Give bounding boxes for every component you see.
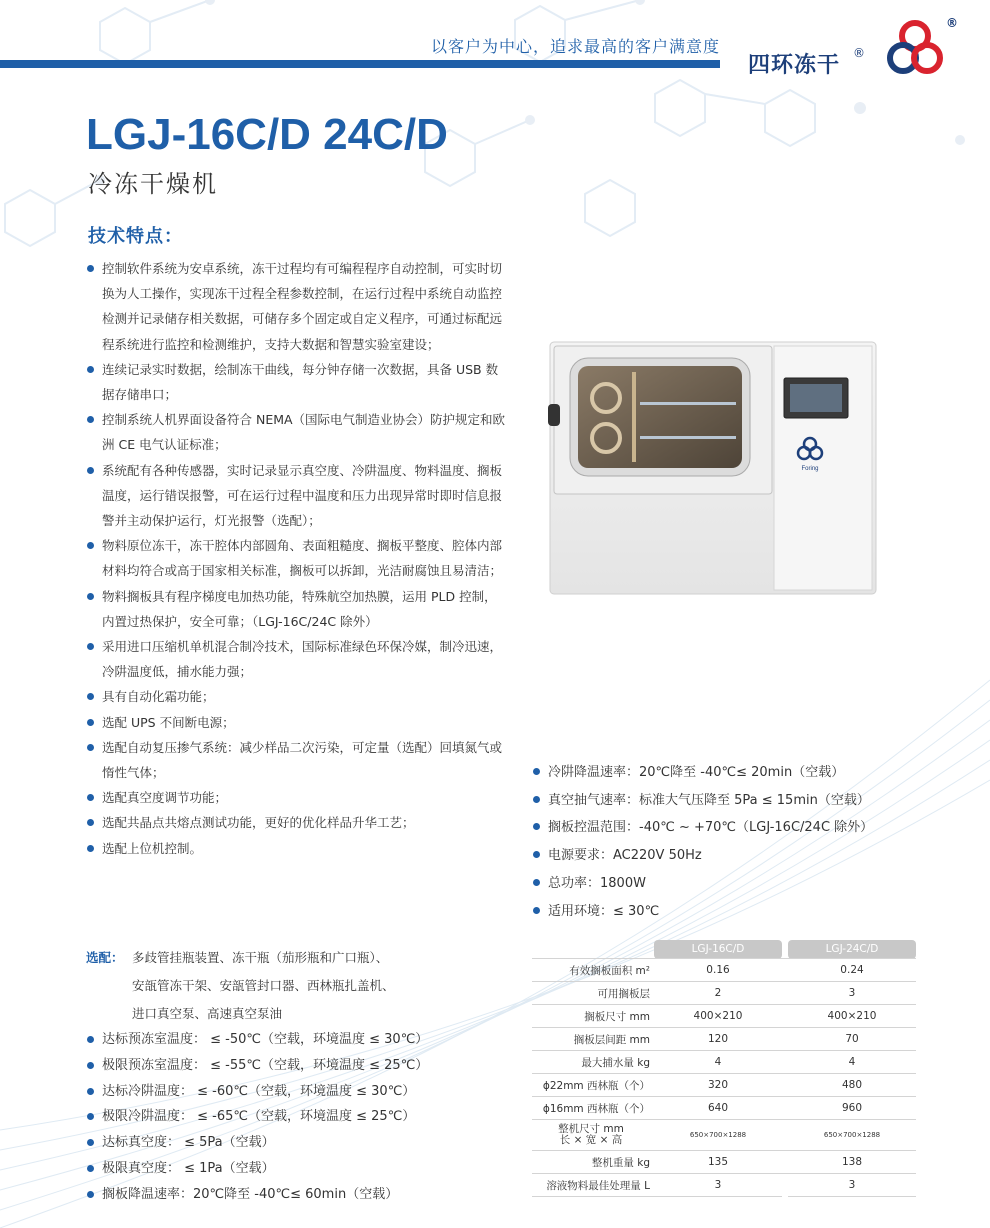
value-24c: 70 [788,1028,916,1051]
value-16c: 2 [654,982,782,1005]
spec-item: 达标预冻室温度： ≤ -50℃（空载，环境温度 ≤ 30℃） [86,1027,526,1053]
feature-item: 选配 UPS 不间断电源； [86,710,506,735]
value-16c: 120 [654,1028,782,1051]
feature-item: 选配自动复压掺气系统：减少样品二次污染，可定量（选配）回填氮气或惰性气体； [86,735,506,785]
options-block [86,944,506,1028]
header-bar [0,60,720,68]
brand-reg-mark: ® [853,46,865,60]
features-list [86,256,506,861]
logo-reg-mark: ® [946,16,958,30]
spec-item: 真空抽气速率：标准大气压降至 5Pa ≤ 15min（空载） [532,787,952,815]
value-24c: 4 [788,1051,916,1074]
value-24c: 480 [788,1074,916,1097]
row-label: 整机尺寸 mm 长 × 宽 × 高 [532,1120,654,1151]
feature-item: 控制软件系统为安卓系统，冻干过程均有可编程程序自动控制，可实时切换为人工操作，实现冻干过程全程参数控制，在运行过程中系统自动监控检测并记录储存相关数据，可储存多个固定或自定义程序，可通过标配远程系统进行监控和检测维护，支持大数据和智慧实验室建设； [86,256,506,357]
table-row [532,1097,916,1120]
options-line: 安瓿管冻干架、安瓿管封口器、西林瓶扎盖机、 [132,978,395,993]
value-16c: 4 [654,1051,782,1074]
spec-item: 极限真空度： ≤ 1Pa（空载） [86,1156,526,1182]
table-row [532,1005,916,1028]
table-row [532,1174,916,1197]
table-corner [532,940,654,959]
spec-item: 电源要求：AC220V 50Hz [532,842,952,870]
feature-item: 选配上位机控制。 [86,836,506,861]
feature-item: 采用进口压缩机单机混合制冷技术，国际标准绿色环保冷媒，制冷迅速，冷阱温度低，捕水能力强； [86,634,506,684]
feature-item: 连续记录实时数据，绘制冻干曲线，每分钟存储一次数据，具备 USB 数据存储串口； [86,357,506,407]
options-line: 进口真空泵、高速真空泵油 [132,1006,283,1021]
feature-item: 控制系统人机界面设备符合 NEMA（国际电气制造业协会）防护规定和欧洲 CE 电气认证标准； [86,407,506,457]
spec-item: 冷阱降温速率：20℃降至 -40℃≤ 20min（空载） [532,759,952,787]
table-row [532,1051,916,1074]
table-row [532,1151,916,1174]
specs-left-list [86,1027,526,1208]
freeze-dryer-image [548,340,878,596]
brand-name: 四环冻干 [748,53,841,78]
rings-logo [884,18,946,80]
value-16c: 0.16 [654,959,782,982]
row-label: 溶液物料最佳处理量 L [532,1174,654,1197]
row-label: ϕ22mm 西林瓶（个） [532,1074,654,1097]
spec-item: 极限冷阱温度： ≤ -65℃（空载，环境温度 ≤ 25℃） [86,1104,526,1130]
table-row [532,959,916,982]
table-row [532,1120,916,1151]
spec-item: 达标冷阱温度： ≤ -60℃（空载，环境温度 ≤ 30℃） [86,1079,526,1105]
spec-item: 搁板降温速率：20℃降至 -40℃≤ 60min（空载） [86,1182,526,1208]
spec-item: 达标真空度： ≤ 5Pa（空载） [86,1130,526,1156]
value-24c: 3 [788,1174,916,1197]
options-line: 多歧管挂瓶装置、冻干瓶（茄形瓶和广口瓶）、 [132,950,389,965]
value-16c: 135 [654,1151,782,1174]
feature-item: 系统配有各种传感器，实时记录显示真空度、冷阱温度、物料温度、搁板温度，运行错误报警，可在运行过程中温度和压力出现异常时即时信息报警并主动保护运行，灯光报警（选配）； [86,458,506,534]
feature-item: 物料搁板具有程序梯度电加热功能，特殊航空加热膜，运用 PLD 控制，内置过热保护，安全可靠；（LGJ-16C/24C 除外） [86,584,506,634]
feature-item: 具有自动化霜功能； [86,684,506,709]
row-label: 整机重量 kg [532,1151,654,1174]
row-label: 搁板尺寸 mm [532,1005,654,1028]
spec-item: 搁板控温范围：-40℃ ~ +70℃（LGJ-16C/24C 除外） [532,814,952,842]
value-24c: 3 [788,982,916,1005]
spec-item: 极限预冻室温度： ≤ -55℃（空载，环境温度 ≤ 25℃） [86,1053,526,1079]
product-badge: Foring [801,466,819,472]
table-row [532,1028,916,1051]
table-header-24c: LGJ-24C/D [788,940,916,959]
table-row [532,982,916,1005]
value-16c: 400×210 [654,1005,782,1028]
value-24c: 0.24 [788,959,916,982]
row-label: 搁板层间距 mm [532,1028,654,1051]
value-16c: 320 [654,1074,782,1097]
options-label: 选配： [86,950,124,965]
value-24c: 138 [788,1151,916,1174]
value-24c: 650×700×1288 [788,1120,916,1151]
value-16c: 640 [654,1097,782,1120]
feature-item: 选配共晶点共熔点测试功能，更好的优化样品升华工艺； [86,810,506,835]
slogan: 以客户为中心，追求最高的客户满意度 [430,37,720,56]
specs-right-list [532,759,952,925]
product-name: 冷冻干燥机 [88,170,218,198]
spec-item: 适用环境：≤ 30℃ [532,898,952,926]
value-24c: 400×210 [788,1005,916,1028]
value-24c: 960 [788,1097,916,1120]
row-label: 有效搁板面积 m² [532,959,654,982]
value-16c: 650×700×1288 [654,1120,782,1151]
features-heading: 技术特点： [88,226,183,247]
feature-item: 物料原位冻干，冻干腔体内部圆角、表面粗糙度、搁板平整度、腔体内部材料均符合或高于国家相关标准，搁板可以拆卸，光洁耐腐蚀且易清洁； [86,533,506,583]
value-16c: 3 [654,1174,782,1197]
spec-table [532,940,916,1197]
row-label: 最大捕水量 kg [532,1051,654,1074]
model-title: LGJ-16C/D 24C/D [86,110,448,159]
table-row [532,1074,916,1097]
feature-item: 选配真空度调节功能； [86,785,506,810]
table-header-16c: LGJ-16C/D [654,940,782,959]
row-label: 可用搁板层 [532,982,654,1005]
spec-item: 总功率：1800W [532,870,952,898]
row-label: ϕ16mm 西林瓶（个） [532,1097,654,1120]
